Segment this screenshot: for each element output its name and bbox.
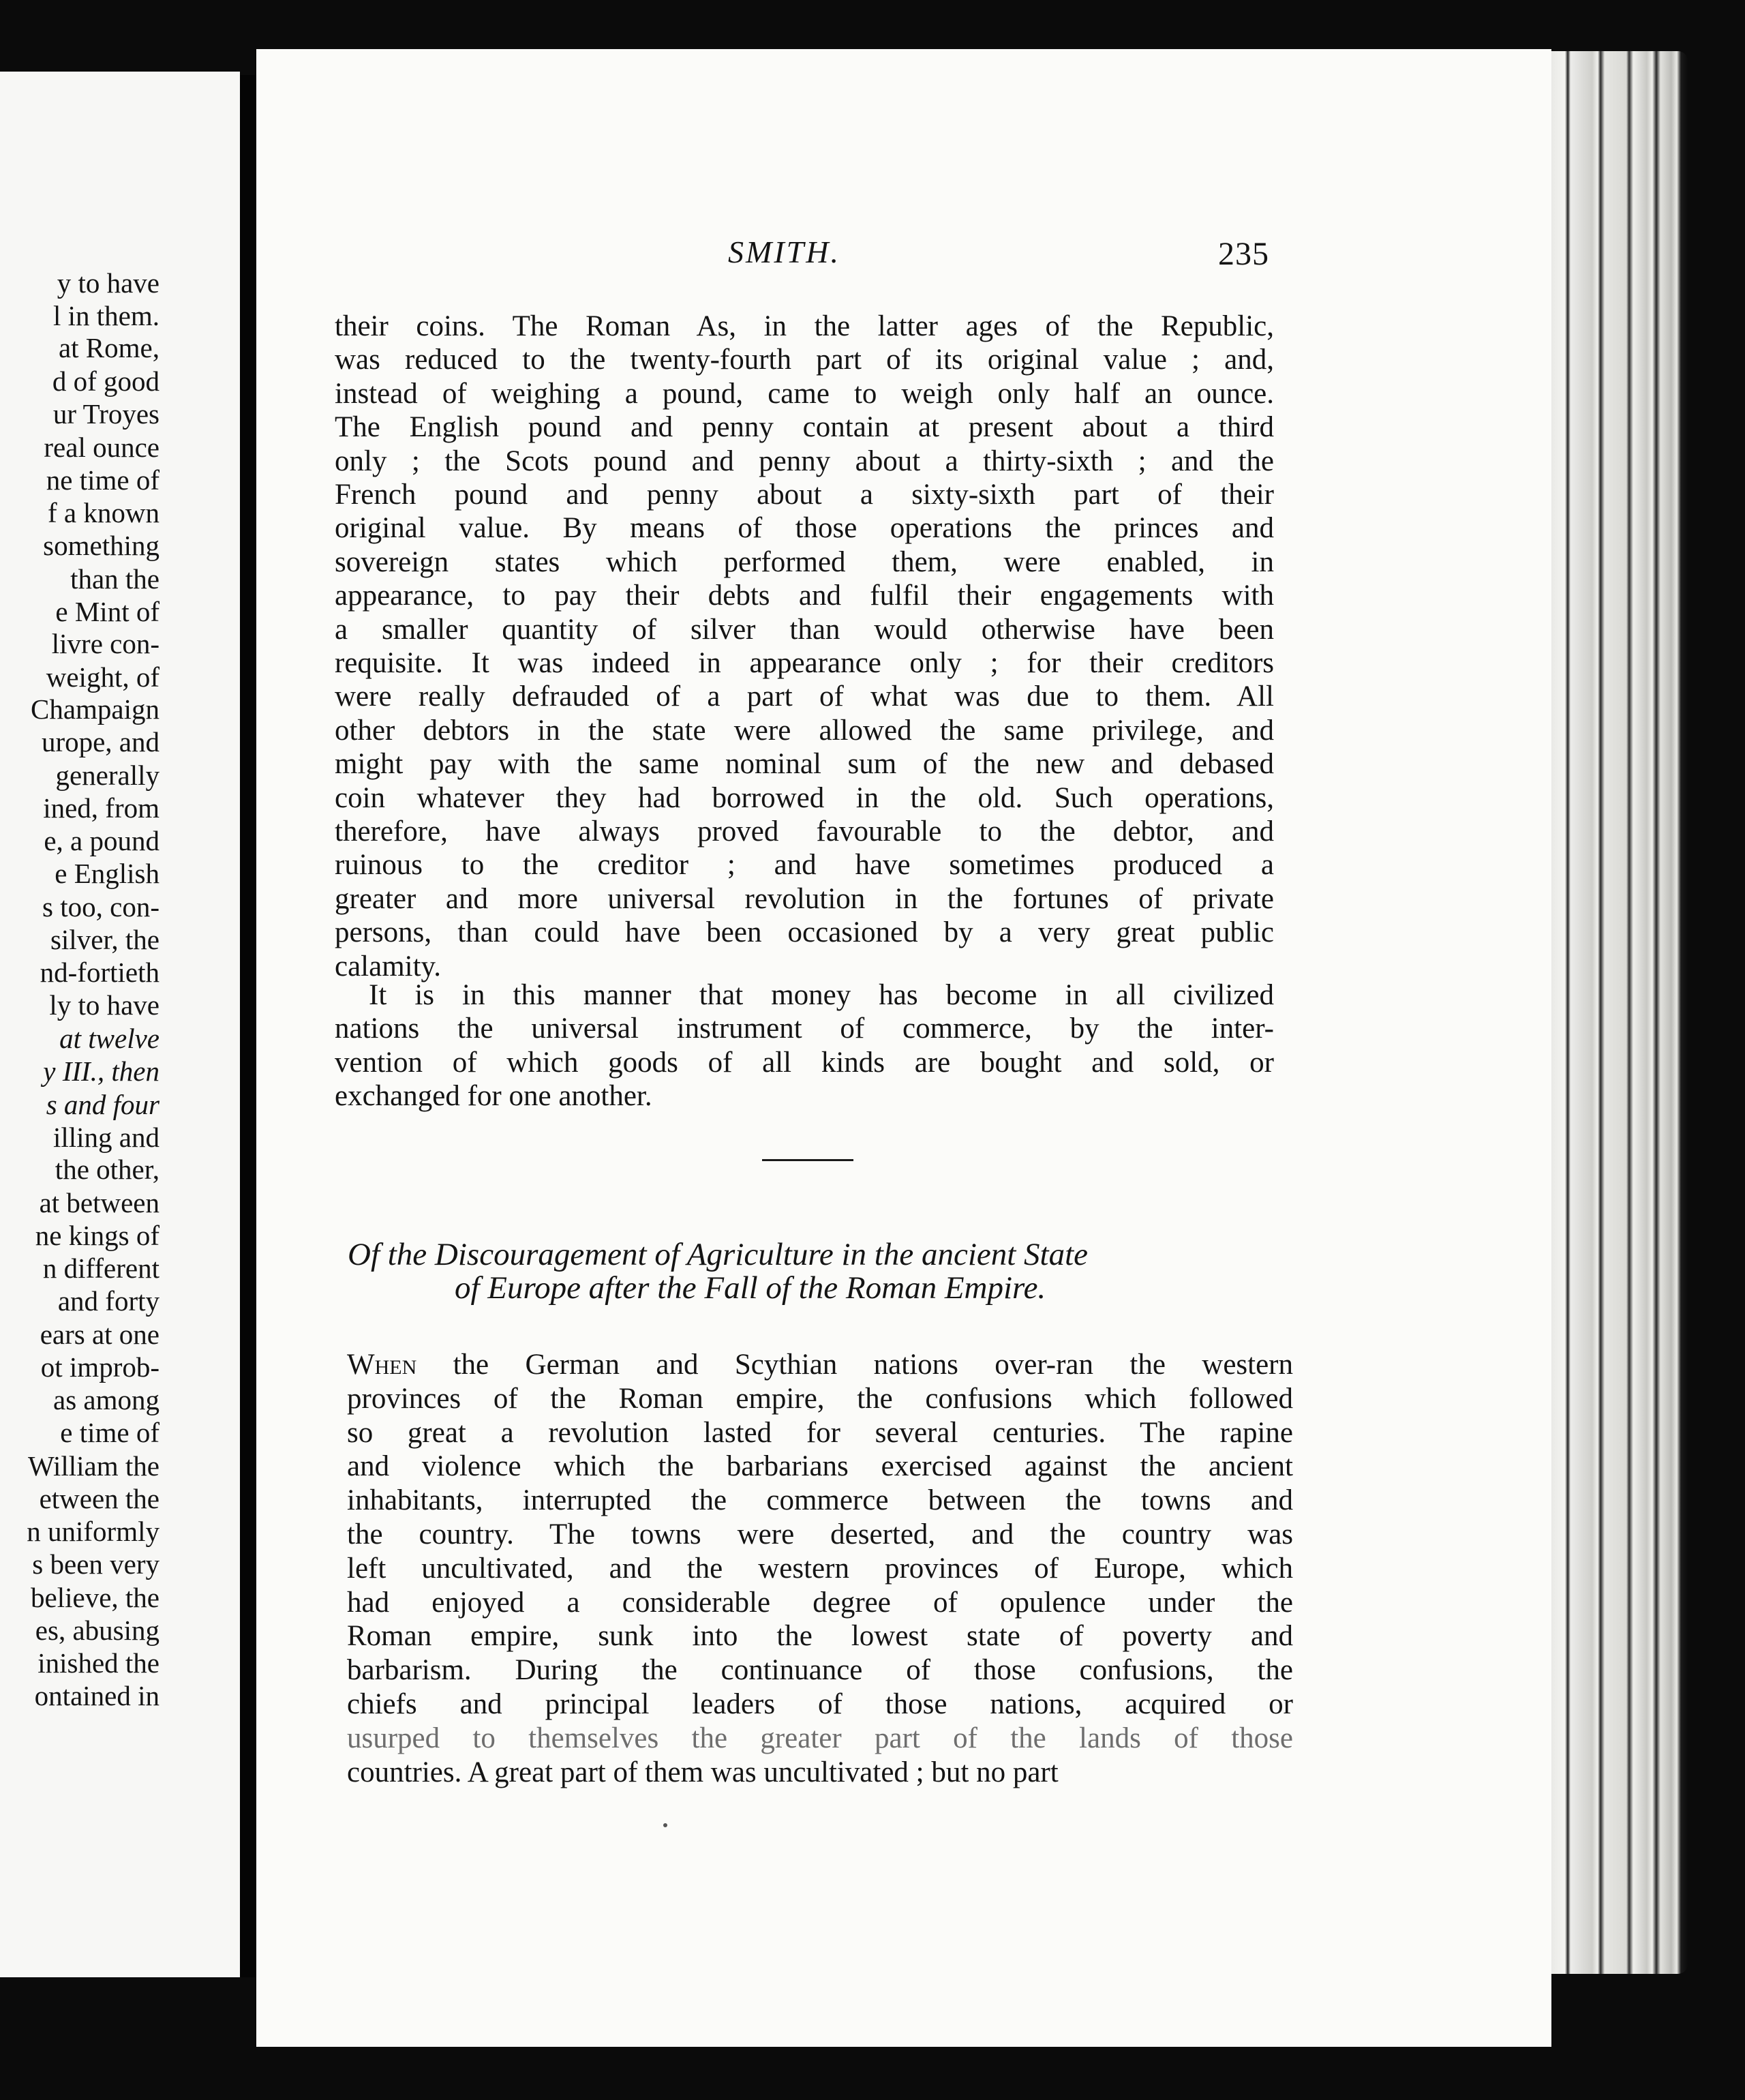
left-page-line: e, a pound [44,825,160,856]
left-page-line: s and four [46,1089,160,1120]
left-page-line: at twelve [59,1023,160,1054]
paragraph-1-line: was reduced to the twenty-fourth part of its original value ; and, [335,344,1274,376]
left-page-line: n different [42,1252,160,1284]
left-page-line: William the [27,1450,160,1482]
paragraph-1-line: therefore, have always proved favourable to the debtor, and [335,815,1274,847]
section-body-line: chiefs and principal leaders of those nations, acquired or [347,1688,1293,1720]
paragraph-1-line: requisite. It was indeed in appearance only ; for their creditors [335,647,1274,679]
left-page-line: etween the [39,1483,160,1514]
book-spine-groove [240,75,256,1977]
section-body-line: and violence which the barbarians exercised against the ancient [347,1450,1293,1482]
page-edges [1551,51,1688,1974]
left-page-line: ined, from [43,792,160,824]
paragraph-1-line: calamity. [335,950,442,982]
left-page-line: generally [55,760,160,791]
left-page-line: ne time of [46,464,160,496]
left-page-line: Champaign [30,693,160,725]
paragraph-1-line: sovereign states which performed them, were enabled, in [335,546,1274,578]
left-page-line: at between [39,1187,160,1218]
section-body-line: barbarism. During the continuance of those confusions, the [347,1654,1293,1686]
left-page-line: the other, [55,1154,160,1185]
section-body-line: countries. A great part of them was uncultivated ; but no part [347,1756,1059,1788]
left-page-line: something [43,530,160,561]
paragraph-1-line: their coins. The Roman As, in the latter ages of the Republic, [335,310,1274,342]
section-body-line: provinces of the Roman empire, the confusions which followed [347,1383,1293,1415]
left-page-line: than the [70,563,160,595]
paragraph-1-line: coin whatever they had borrowed in the old. Such operations, [335,782,1274,814]
paragraph-1-line: were really defrauded of a part of what was due to them. All [335,680,1274,712]
left-page-line: as among [53,1384,160,1415]
left-page-line: e English [55,858,160,889]
section-heading-line: of Europe after the Fall of the Roman Empire. [455,1270,1046,1306]
section-body-line: left uncultivated, and the western provinces of Europe, which [347,1552,1293,1585]
paragraph-2-line: exchanged for one another. [335,1080,652,1112]
section-body-line: usurped to themselves the greater part of the lands of those [347,1722,1293,1754]
paragraph-1-line: French pound and penny about a sixty-sixth part of their [335,479,1274,511]
paragraph-2-line: vention of which goods of all kinds are bought and sold, or [335,1047,1274,1079]
left-page-line: illing and [52,1122,160,1153]
paragraph-1-line: might pay with the same nominal sum of the new and debased [335,748,1274,780]
paragraph-2-line: It is in this manner that money has become in all civilized [369,979,1274,1011]
left-page-line: es, abusing [35,1615,160,1646]
left-page-line: believe, the [31,1582,160,1613]
left-page-line: s been very [32,1548,160,1580]
paragraph-1-line: a smaller quantity of silver than would otherwise have been [335,614,1274,646]
section-body-line: so great a revolution lasted for several centuries. The rapine [347,1417,1293,1449]
left-page-line: ot improb- [40,1351,160,1383]
left-page-line: s too, con- [42,891,160,922]
ink-speck [663,1823,667,1827]
left-page-line: nd-fortieth [40,957,160,988]
left-page-line: weight, of [46,661,160,693]
left-page-line: ne kings of [35,1220,160,1251]
paragraph-1-line: ruinous to the creditor ; and have sometimes produced a [335,849,1274,881]
left-page-line: ly to have [49,989,160,1021]
paragraph-1-line: original value. By means of those operations the princes and [335,512,1274,544]
paragraph-1-line: persons, than could have been occasioned by a very great public [335,916,1274,948]
left-page-line: ears at one [40,1319,160,1350]
left-page-line: f a known [48,497,160,528]
section-body-line: the country. The towns were deserted, and the country was [347,1518,1293,1550]
section-body-line: When the German and Scythian nations over-ran the western [347,1349,1293,1381]
paragraph-1-line: appearance, to pay their debts and fulfil their engagements with [335,580,1274,612]
left-page-line: urope, and [41,726,160,758]
left-page-line: ontained in [34,1680,160,1711]
left-page-line: livre con- [51,628,160,659]
section-body-line: inhabitants, interrupted the commerce between the towns and [347,1484,1293,1516]
paragraph-1-line: instead of weighing a pound, came to weigh only half an ounce. [335,378,1274,410]
left-page-line: d of good [52,365,160,397]
left-page-line: e Mint of [55,596,160,627]
page-number: 235 [1218,236,1269,272]
left-page-line: inished the [37,1647,160,1679]
left-page-line: ur Troyes [52,398,160,430]
section-body-line: had enjoyed a considerable degree of opulence under the [347,1587,1293,1619]
left-page-line: and forty [57,1285,160,1317]
paragraph-2-line: nations the universal instrument of commerce, by the inter- [335,1012,1274,1045]
left-page-line: at Rome, [58,332,160,363]
paragraph-1-line: other debtors in the state were allowed the same privilege, and [335,715,1274,747]
section-heading-line: Of the Discouragement of Agriculture in the ancient State [348,1237,1089,1272]
left-facing-page [0,72,240,1977]
section-divider-rule [762,1159,853,1161]
left-page-line: y to have [57,267,160,299]
left-page-line: e time of [60,1417,160,1448]
running-head: SMITH. [728,235,840,269]
paragraph-1-line: only ; the Scots pound and penny about a thirty-sixth ; and the [335,445,1274,477]
left-page-line: n uniformly [27,1516,160,1547]
paragraph-1-line: greater and more universal revolution in the fortunes of private [335,883,1274,915]
left-page-line: y III., then [43,1055,160,1087]
left-page-line: l in them. [52,300,160,331]
left-page-line: real ounce [44,432,160,463]
left-page-line: silver, the [50,924,160,955]
paragraph-1-line: The English pound and penny contain at present about a third [335,411,1274,443]
section-body-line: Roman empire, sunk into the lowest state of poverty and [347,1620,1293,1652]
